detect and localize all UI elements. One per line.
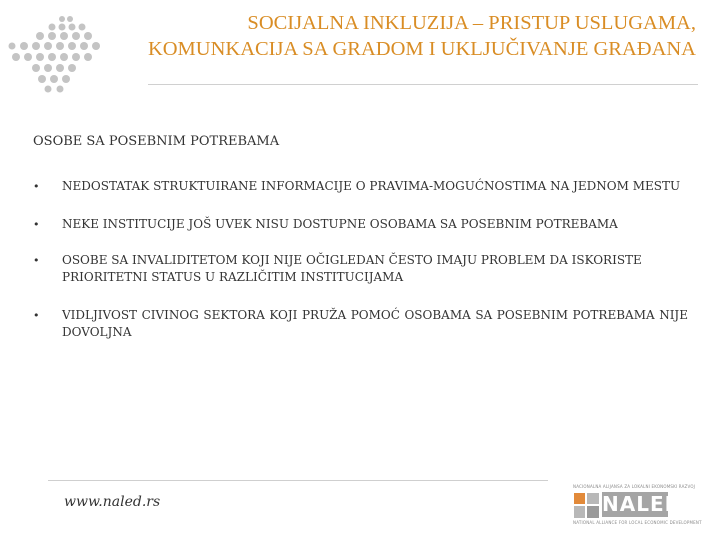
- bullet-list: [33, 178, 688, 341]
- dotted-arrow-logo-icon: [2, 14, 112, 94]
- title-line-2: KOMUNKACIJA SA GRADOM I UKLJUČIVANJE GRAĐANA: [147, 38, 696, 60]
- bullet-item: [33, 252, 688, 286]
- section-heading: OSOBE SA POSEBNIM POTREBAMA: [33, 134, 280, 149]
- naled-logo: [573, 484, 702, 526]
- title-line-1: SOCIJALNA INKLUZIJA – PRISTUP USLUGAMA,: [247, 12, 696, 34]
- bullet-item: [33, 307, 688, 341]
- logo-tagline-bottom: NATIONAL ALLIANCE FOR LOCAL ECONOMIC DEVELOPMENT: [573, 520, 702, 525]
- bullet-text: OSOBE SA INVALIDITETOM KOJI NIJE OČIGLEDAN ČESTO IMAJU PROBLEM DA ISKORISTE PRIORITETNI STATUS U RAZLIČITIM INSTITUCIJAMA: [62, 253, 642, 284]
- title-divider: [148, 84, 698, 85]
- bullet-marker: •: [33, 309, 40, 322]
- website-link[interactable]: www.naled.rs: [64, 494, 161, 510]
- bullet-marker: •: [33, 254, 40, 267]
- bullet-marker: •: [33, 218, 40, 231]
- logo-tagline-top: NACIONALNA ALIJANSA ZA LOKALNI EKONOMSKI RAZVOJ: [573, 484, 696, 489]
- bullet-text: NEKE INSTITUCIJE JOŠ UVEK NISU DOSTUPNE OSOBAMA SA POSEBNIM POTREBAMA: [62, 217, 618, 231]
- bullet-text: VIDLJIVOST CIVINOG SEKTORA KOJI PRUŽA POMOĆ OSOBAMA SA POSEBNIM POTREBAMA NIJE DOVOLJNA: [62, 308, 688, 339]
- slide-title: [106, 10, 696, 62]
- naled-square-grid-icon: [574, 493, 599, 518]
- bullet-marker: •: [33, 180, 40, 193]
- logo-wordmark: NALED: [602, 492, 683, 516]
- bullet-text: NEDOSTATAK STRUKTUIRANE INFORMACIJE O PRAVIMA-MOGUĆNOSTIMA NA JEDNOM MESTU: [62, 179, 681, 193]
- bullet-item: [33, 216, 688, 233]
- footer-divider: [48, 480, 548, 481]
- bullet-item: [33, 178, 688, 195]
